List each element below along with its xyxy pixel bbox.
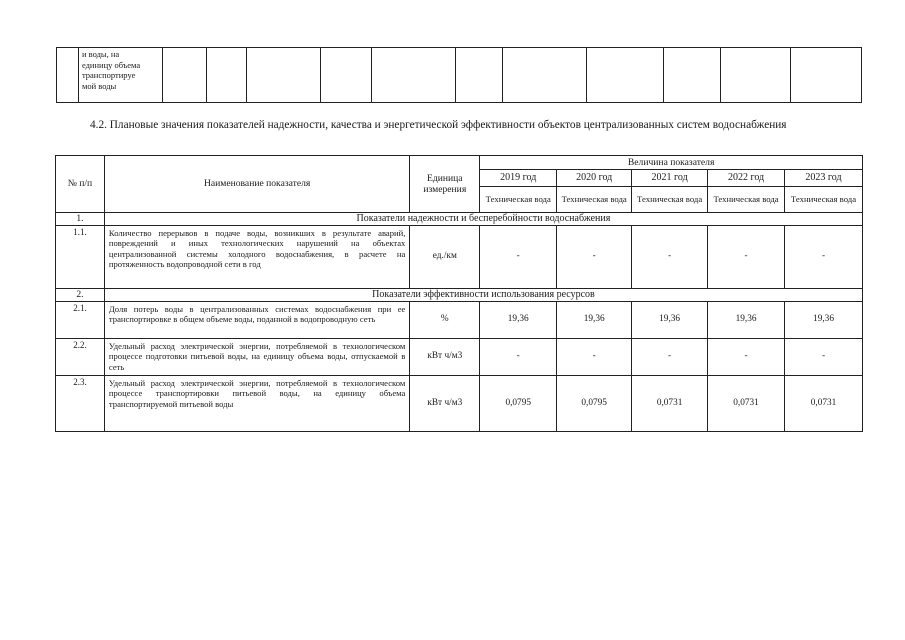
header-water-type: Техническая вода (708, 187, 785, 213)
row-value: 19,36 (557, 302, 632, 339)
row-value: 0,0731 (785, 376, 863, 432)
fragment-cell (206, 48, 246, 103)
indicators-table (55, 155, 863, 432)
fragment-cell (57, 48, 79, 103)
header-year: 2019 год (480, 170, 557, 187)
section-title: Показатели надежности и бесперебойности водоснабжения (104, 213, 862, 226)
row-value: - (480, 339, 557, 376)
row-value: - (785, 226, 863, 289)
row-value: 0,0795 (480, 376, 557, 432)
row-value: 19,36 (632, 302, 708, 339)
table-row (56, 302, 863, 339)
fragment-line: единицу объема (81, 59, 141, 70)
header-unit (410, 156, 480, 213)
row-value: 0,0731 (632, 376, 708, 432)
row-value: - (785, 339, 863, 376)
section-caption: 4.2. Плановые значения показателей надежности, качества и энергетической эффективности объектов централизованных систем водоснабжения (90, 119, 787, 131)
fragment-cell (321, 48, 372, 103)
row-value: - (708, 226, 785, 289)
header-year: 2020 год (557, 170, 632, 187)
fragment-cell (246, 48, 321, 103)
row-unit: кВт ч/м3 (410, 339, 480, 376)
fragment-line: транспортируе (81, 70, 136, 81)
section-num: 2. (56, 289, 105, 302)
fragment-cell (372, 48, 456, 103)
section-row (56, 213, 863, 226)
row-value: - (632, 226, 708, 289)
row-unit: ед./км (410, 226, 480, 289)
section-title: Показатели эффективности использования ресурсов (104, 289, 862, 302)
row-value: 0,0795 (557, 376, 632, 432)
table-row (56, 226, 863, 289)
fragment-line: и воды, на (81, 49, 120, 59)
fragment-line: мой воды (81, 80, 117, 91)
fragment-cell (664, 48, 721, 103)
row-value: - (557, 339, 632, 376)
row-unit: кВт ч/м3 (410, 376, 480, 432)
header-year: 2022 год (708, 170, 785, 187)
row-value: - (480, 226, 557, 289)
fragment-name-cell (78, 48, 162, 103)
previous-table-fragment (56, 47, 862, 103)
table-row (56, 339, 863, 376)
header-unit-line1: Единица (427, 172, 463, 184)
row-value: 0,0731 (708, 376, 785, 432)
header-water-type: Техническая вода (480, 187, 557, 213)
row-value: - (632, 339, 708, 376)
fragment-cell (586, 48, 664, 103)
section-num: 1. (56, 213, 105, 226)
fragment-cell (791, 48, 862, 103)
row-num: 2.3. (56, 376, 105, 432)
row-unit: % (410, 302, 480, 339)
header-year: 2021 год (632, 170, 708, 187)
fragment-cell (721, 48, 791, 103)
row-value: 19,36 (480, 302, 557, 339)
row-num: 2.2. (56, 339, 105, 376)
row-value: - (708, 339, 785, 376)
header-unit-line2: измерения (423, 184, 467, 195)
row-name: Количество перерывов в подаче воды, возникших в результате аварий, повреждений и иных технологических нарушений на объектах централизованной системы холодного водоснабжения, в расчете на протяженность водопроводной сети в год (104, 226, 409, 289)
header-num: № п/п (56, 156, 105, 213)
table-row (56, 376, 863, 432)
header-values-group: Величина показателя (480, 156, 863, 170)
header-row (56, 156, 863, 170)
row-value: 19,36 (708, 302, 785, 339)
row-name: Доля потерь воды в централизованных системах водоснабжения при ее транспортировке в общем объеме воды, поданной в водопроводную сеть (104, 302, 409, 339)
header-water-type: Техническая вода (557, 187, 632, 213)
header-year: 2023 год (785, 170, 863, 187)
row-name: Удельный расход электрической энергии, потребляемой в технологическом процессе подготовки питьевой воды, на единицу объема воды, отпускаемой в сеть (104, 339, 409, 376)
section-row (56, 289, 863, 302)
fragment-cell (502, 48, 586, 103)
fragment-cell (162, 48, 206, 103)
header-name: Наименование показателя (104, 156, 409, 213)
header-water-type: Техническая вода (785, 187, 863, 213)
header-water-type: Техническая вода (632, 187, 708, 213)
row-num: 2.1. (56, 302, 105, 339)
row-value: - (557, 226, 632, 289)
fragment-cell (456, 48, 503, 103)
row-value: 19,36 (785, 302, 863, 339)
row-name: Удельный расход электрической энергии, потребляемой в технологическом процессе транспортировки питьевой воды, на единицу объема транспортируемой питьевой воды (104, 376, 409, 432)
row-num: 1.1. (56, 226, 105, 289)
